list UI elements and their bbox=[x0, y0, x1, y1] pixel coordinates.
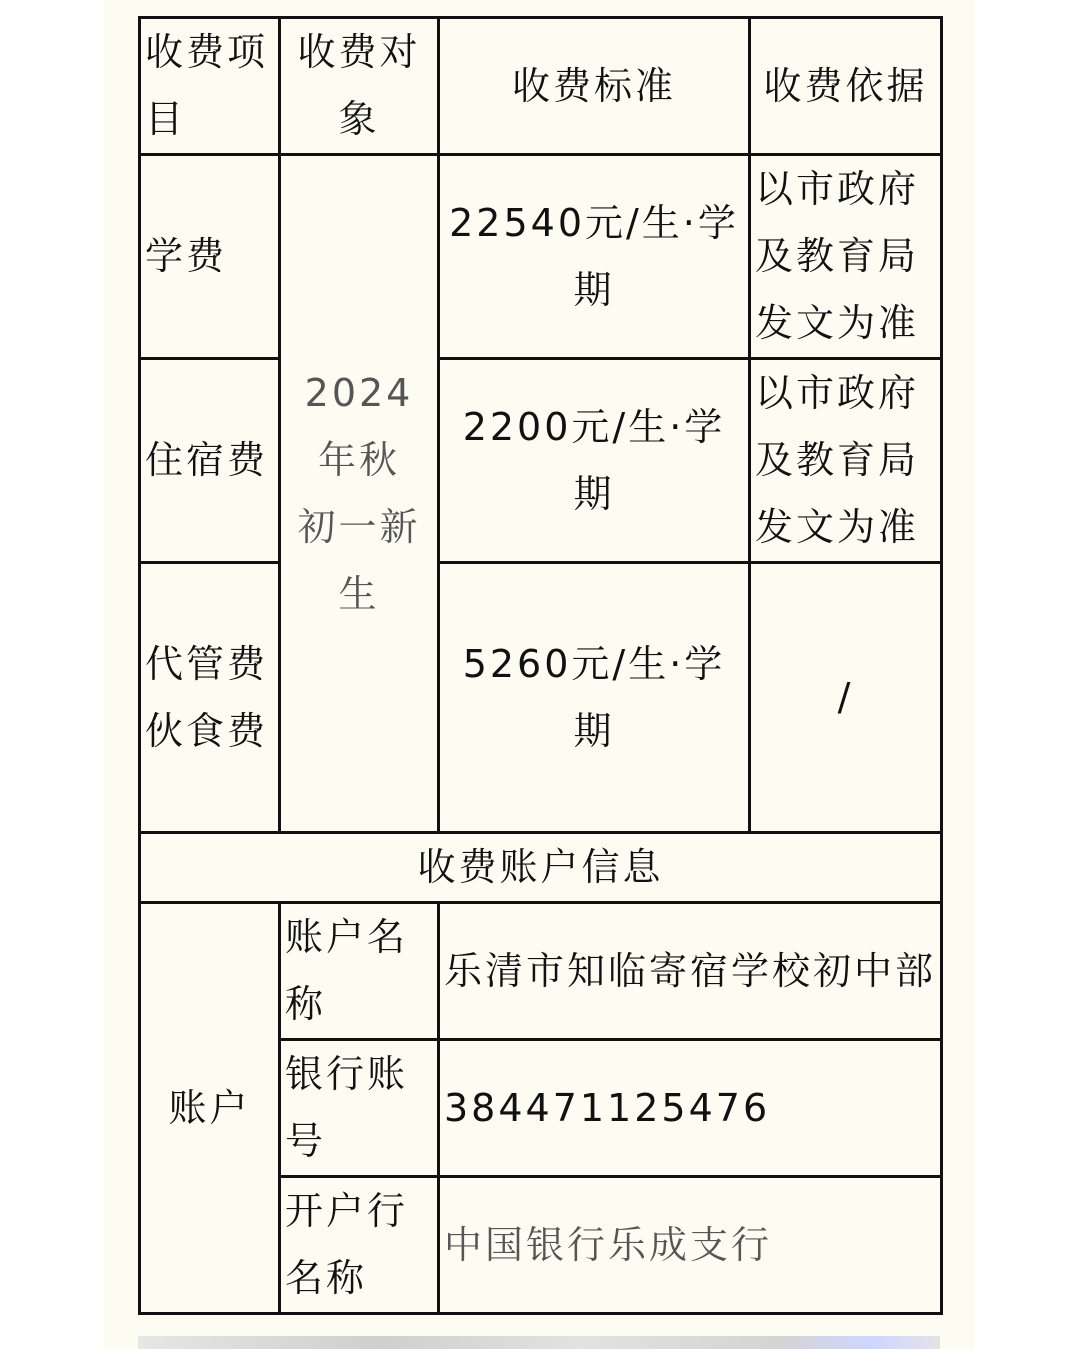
account-group-label: 账户 bbox=[140, 903, 280, 1314]
next-image-edge bbox=[138, 1336, 940, 1349]
account-field-label: 开户行名称 bbox=[280, 1177, 439, 1314]
header-row bbox=[140, 18, 942, 155]
header-standard: 收费标准 bbox=[439, 18, 750, 155]
fee-standard: 5260元/生·学期 bbox=[439, 563, 750, 833]
fee-item: 代管费 伙食费 bbox=[140, 563, 280, 833]
account-field-value: 384471125476 bbox=[439, 1040, 942, 1177]
fee-row-meal bbox=[140, 563, 942, 833]
account-field-label: 账户名称 bbox=[280, 903, 439, 1040]
header-basis: 收费依据 bbox=[750, 18, 942, 155]
fee-basis: 以市政府及教育局发文为准 bbox=[750, 359, 942, 563]
account-field-value: 乐清市知临寄宿学校初中部 bbox=[439, 903, 942, 1040]
fee-table bbox=[138, 16, 943, 1315]
account-row-name bbox=[140, 903, 942, 1040]
fee-item: 学费 bbox=[140, 155, 280, 359]
fee-target: 2024年秋 初一新生 bbox=[280, 155, 439, 833]
account-section-row bbox=[140, 833, 942, 903]
fee-item: 住宿费 bbox=[140, 359, 280, 563]
header-item: 收费项目 bbox=[140, 18, 280, 155]
header-target: 收费对象 bbox=[280, 18, 439, 155]
fee-row-dorm bbox=[140, 359, 942, 563]
account-field-label: 银行账号 bbox=[280, 1040, 439, 1177]
account-field-value: 中国银行乐成支行 bbox=[439, 1177, 942, 1314]
fee-basis: / bbox=[750, 563, 942, 833]
account-section-title: 收费账户信息 bbox=[140, 833, 942, 903]
fee-row-tuition bbox=[140, 155, 942, 359]
fee-basis: 以市政府及教育局发文为准 bbox=[750, 155, 942, 359]
fee-standard: 22540元/生·学期 bbox=[439, 155, 750, 359]
fee-standard: 2200元/生·学期 bbox=[439, 359, 750, 563]
